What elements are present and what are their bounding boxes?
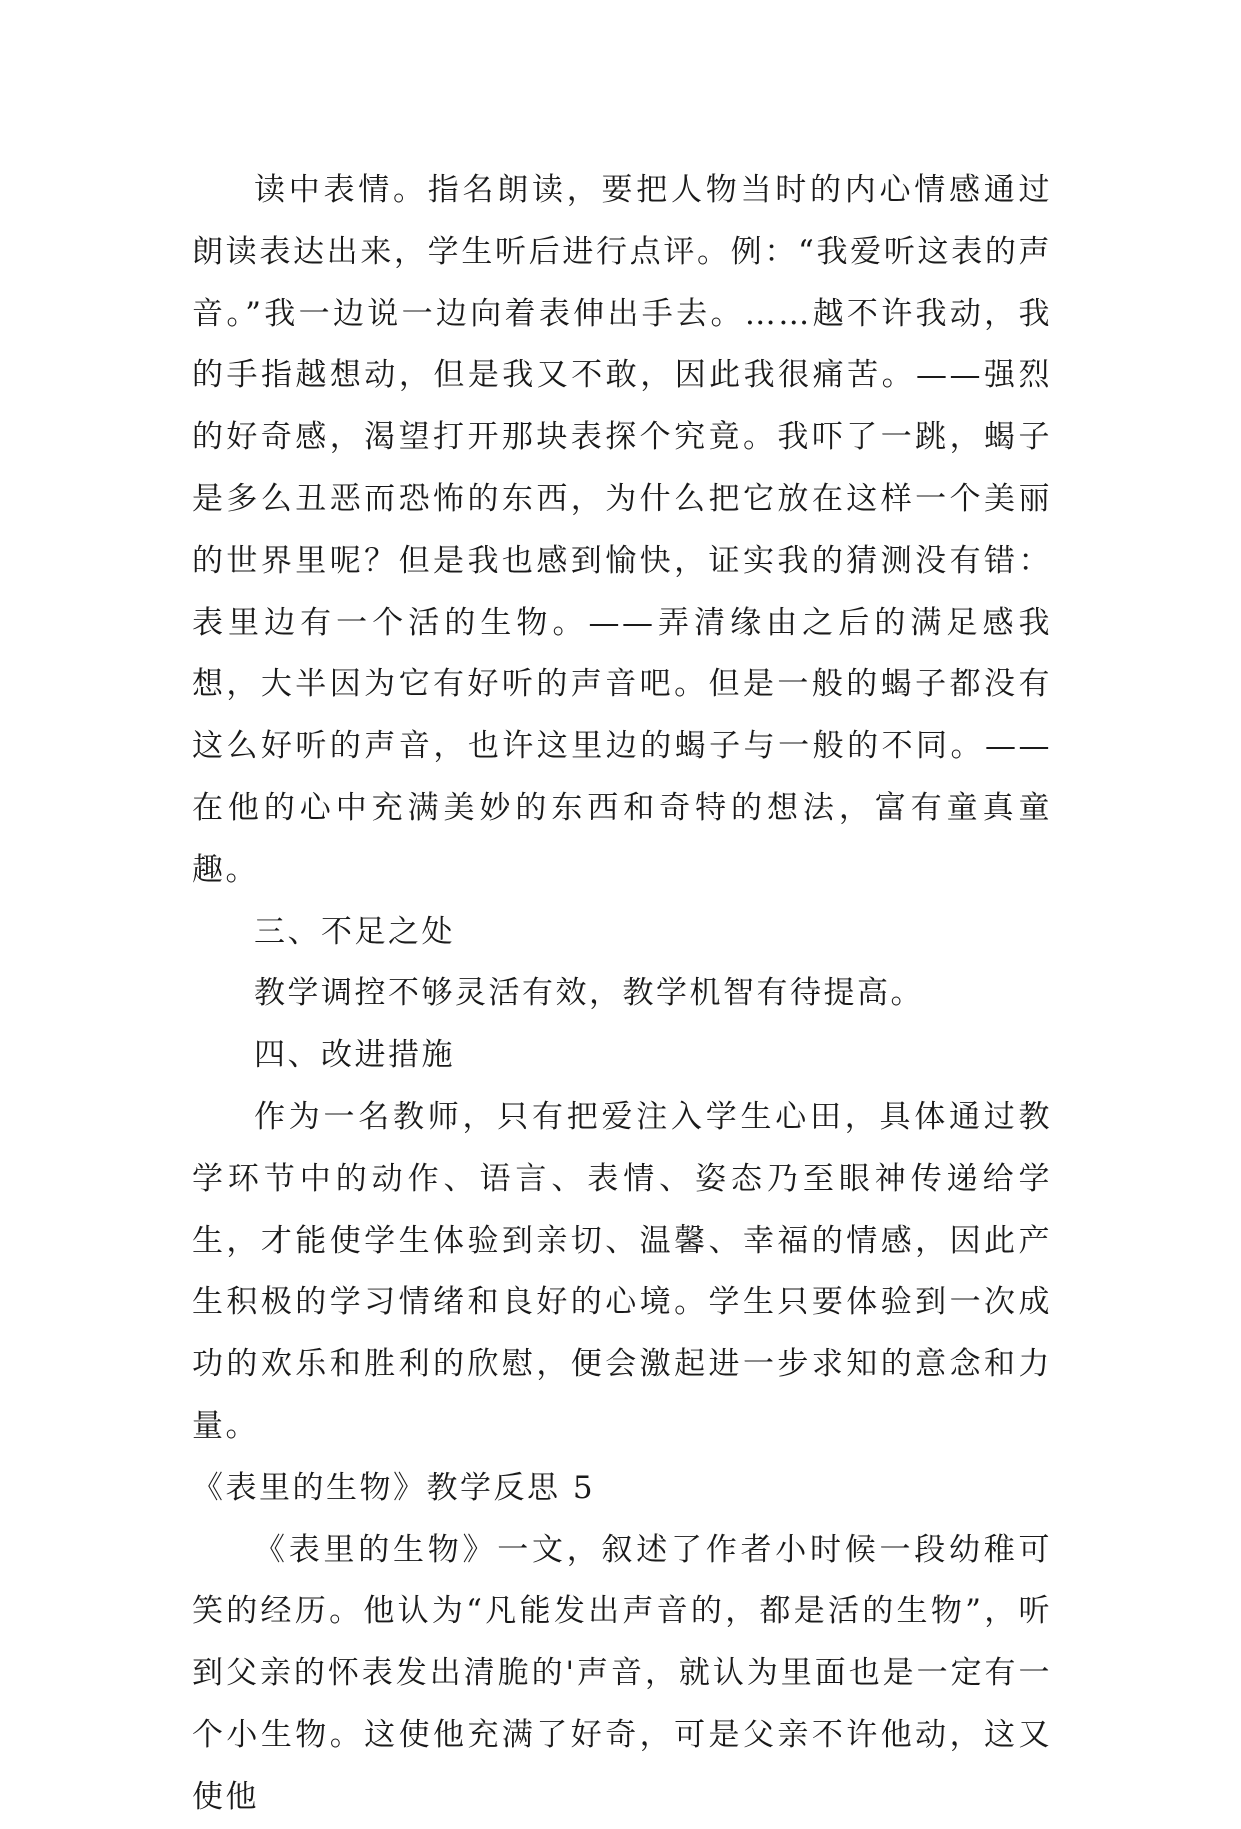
paragraph-shortcomings: 教学调控不够灵活有效，教学机智有待提高。 (254, 975, 924, 1012)
heading-shortcomings: 三、不足之处 (254, 913, 455, 950)
section-title-reflection-5: 《表里的生物》教学反思 5 (192, 1469, 596, 1506)
paragraph-reflection-5-intro: 《表里的生物》一文，叙述了作者小时候一段幼稚可笑的经历。他认为“凡能发出声音的，都是活的生物”，听到父亲的怀表发出清脆的'声音，就认为里面也是一定有一个小生物。这使他充满了好奇，可是父亲不许他动，这又使他 (192, 1531, 1052, 1815)
paragraph-improvements: 作为一名教师，只有把爱注入学生心田，具体通过教学环节中的动作、语言、表情、姿态乃至眼神传递给学生，才能使学生体验到亲切、温馨、幸福的情感，因此产生积极的学习情绪和良好的心境。学生只要体验到一次成功的欢乐和胜利的欣慰，便会激起进一步求知的意念和力量。 (192, 1098, 1052, 1444)
heading-improvements: 四、改进措施 (254, 1037, 455, 1074)
paragraph-reading-expression: 读中表情。指名朗读，要把人物当时的内心情感通过朗读表达出来，学生听后进行点评。例：“我爱听这表的声音。”我一边说一边向着表伸出手去。……越不许我动，我的手指越想动，但是我又不敢，因此我很痛苦。——强烈的好奇感，渴望打开那块表探个究竟。我吓了一跳，蝎子是多么丑恶而恐怖的东西，为什么把它放在这样一个美丽的世界里呢？但是我也感到愉快，证实我的猜测没有错：表里边有一个活的生物。——弄清缘由之后的满足感我想，大半因为它有好听的声音吧。但是一般的蝎子都没有这么好听的声音，也许这里边的蝎子与一般的不同。——在他的心中充满美妙的东西和奇特的想法，富有童真童趣。 (192, 172, 1052, 888)
document-body (192, 160, 1052, 1829)
